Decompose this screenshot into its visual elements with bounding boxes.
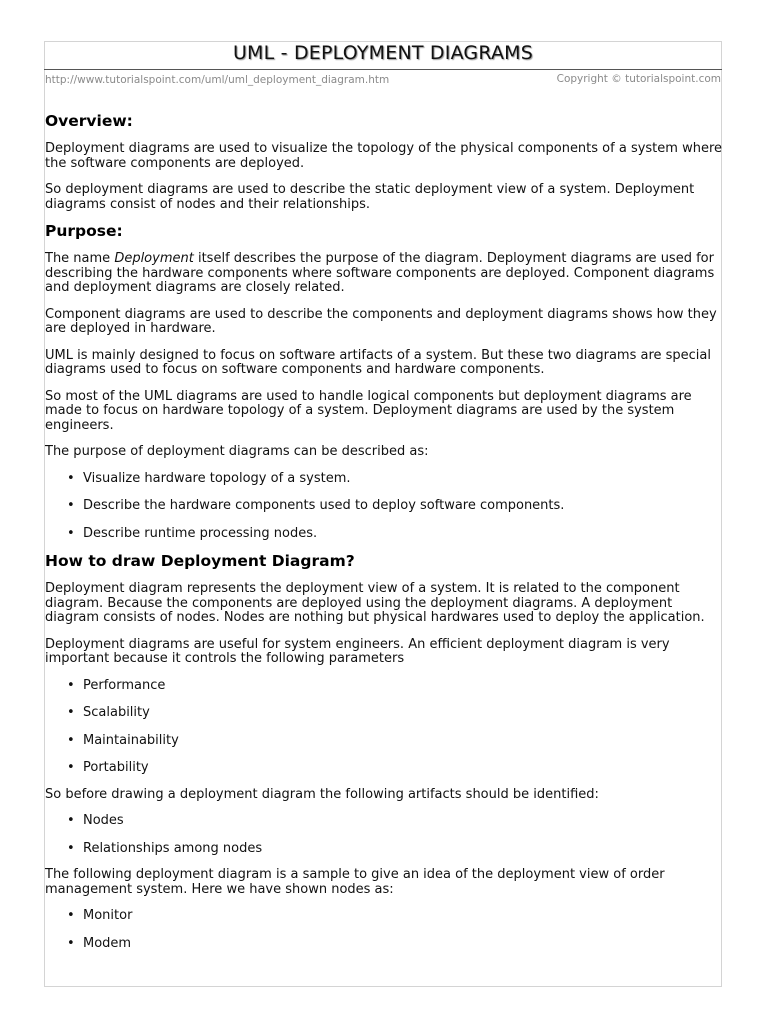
list-item: • Visualize hardware topology of a system. <box>45 472 725 487</box>
purpose-list <box>45 472 725 542</box>
howto-paragraph-1: Deployment diagram represents the deployment view of a system. It is related to the component diagram. Because the components are deployed using the deployment diagrams. A deployment diagram consists of nodes. Nodes are nothing but physical hardwares used to deploy the application. <box>45 581 705 625</box>
list-item: • Monitor <box>45 909 725 924</box>
purpose-text-end: itself describes the purpose of the diagram. Deployment diagrams are used for describing the hardware components where software components are deployed. Component diagrams and deployment diagrams are closely related. <box>45 251 715 295</box>
overview-heading: Overview: <box>45 112 133 130</box>
howto-paragraph-2: Deployment diagrams are useful for system engineers. An efficient deployment diagram is very important because it controls the following parameters <box>45 636 670 666</box>
list-item: • Relationships among nodes <box>45 842 725 857</box>
list-item: • Nodes <box>45 814 725 829</box>
title-divider <box>44 69 722 70</box>
parameter-list <box>45 679 725 776</box>
list-item: • Maintainability <box>45 734 725 749</box>
page-title: UML - DEPLOYMENT DIAGRAMS <box>232 42 534 64</box>
purpose-heading: Purpose: <box>45 222 123 240</box>
purpose-paragraph-2: Component diagrams are used to describe the components and deployment diagrams shows how they are deployed in hardware. <box>45 306 717 336</box>
howto-paragraph-4: The following deployment diagram is a sample to give an idea of the deployment view of order management system. Here we have shown nodes as: <box>45 867 665 897</box>
node-list <box>45 909 725 951</box>
purpose-emphasis: Deployment <box>114 251 194 266</box>
list-item: • Performance <box>45 679 725 694</box>
article-content <box>45 112 725 964</box>
source-url[interactable]: http://www.tutorialspoint.com/uml/uml_deployment_diagram.htm <box>45 74 390 86</box>
howto-heading: How to draw Deployment Diagram? <box>45 552 355 570</box>
overview-paragraph-1: Deployment diagrams are used to visualize the topology of the physical components of a system where the software components are deployed. <box>45 141 722 171</box>
purpose-text-start: The name <box>45 251 115 266</box>
list-item: • Modem <box>45 937 725 952</box>
list-item: • Portability <box>45 761 725 776</box>
howto-paragraph-3: So before drawing a deployment diagram the following artifacts should be identified: <box>45 786 599 802</box>
list-item: • Describe the hardware components used to deploy software components. <box>45 499 725 514</box>
list-item: • Scalability <box>45 706 725 721</box>
purpose-paragraph-4: So most of the UML diagrams are used to handle logical components but deployment diagrams are made to focus on hardware topology of a system. Deployment diagrams are used by the system engineers. <box>45 388 692 433</box>
artifact-list <box>45 814 725 856</box>
purpose-paragraph-1 <box>45 252 725 296</box>
overview-paragraph-2: So deployment diagrams are used to describe the static deployment view of a system. Deployment diagrams consist of nodes and their relationships. <box>45 182 695 212</box>
list-item: • Describe runtime processing nodes. <box>45 527 725 542</box>
purpose-paragraph-5: The purpose of deployment diagrams can be described as: <box>45 444 429 459</box>
purpose-paragraph-3: UML is mainly designed to focus on software artifacts of a system. But these two diagrams are special diagrams used to focus on software components and hardware components. <box>45 347 711 377</box>
copyright-text: Copyright © tutorialspoint.com <box>556 73 721 85</box>
